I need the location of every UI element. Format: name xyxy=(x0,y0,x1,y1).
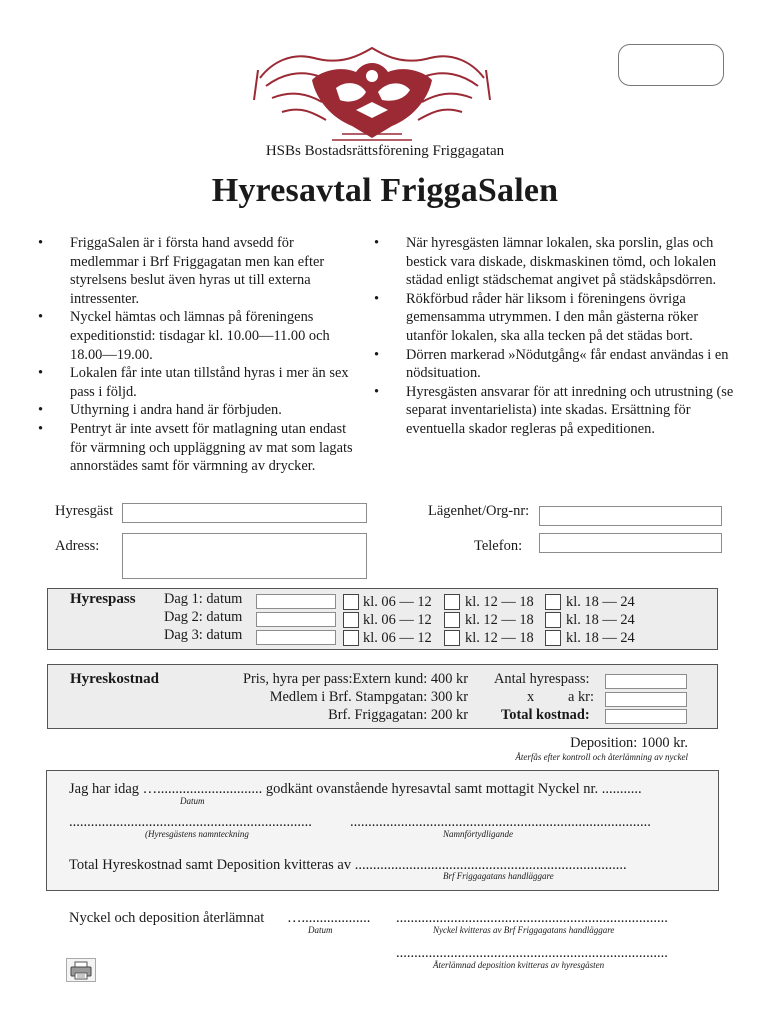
deposit-amount: Deposition: 1000 kr. xyxy=(570,735,688,751)
rule-item: • Dörren markerad »Nödutgång« får endast användas i en nödsituation. xyxy=(374,346,729,382)
bullet-icon: • xyxy=(38,309,44,326)
rules-list-right xyxy=(374,234,734,439)
rule-item: • Lokalen får inte utan tillstånd hyras i mer än sex pass i följd. xyxy=(38,365,349,400)
day-3-slot-12-18-checkbox[interactable] xyxy=(444,630,460,646)
agreement-receipt-line[interactable]: Jag har idag …............................. godkänt ovanstående hyresavtal samt mottagit Nyckel nr. ........... xyxy=(69,781,642,797)
rule-item: • Hyresgästen ansvarar för att inredning och utrustning (se separat inventarielista) inte skadas. Ersättning för eventuella skador regleras på expeditionen. xyxy=(374,383,734,437)
day-1-date-field[interactable] xyxy=(256,594,336,609)
day-2-slot-06-12-label: kl. 06 — 12 xyxy=(363,612,432,628)
bullet-icon: • xyxy=(374,290,380,307)
deposit-note: Återfås efter kontroll och återlämning av nyckel xyxy=(515,752,688,762)
day-1-slot-12-18-label: kl. 12 — 18 xyxy=(465,594,534,610)
rule-item: • Nyckel hämtas och lämnas på föreningens expeditionstid: tisdagar kl. 10.00—11.00 och 18.00—19.00. xyxy=(38,309,330,363)
total-receipt-caption: Brf Friggagatans handläggare xyxy=(443,871,554,881)
name-clarification-caption: Namnförtydligande xyxy=(443,829,513,839)
rule-item: • FriggaSalen är i första hand avsedd för medlemmar i Brf Friggagatan men kan efter styrelsens beslut även hyras ut till externa intressenter. xyxy=(38,235,325,307)
total-receipt-line[interactable]: Total Hyreskostnad samt Deposition kvitteras av ........................................................................... xyxy=(69,857,627,873)
total-cost-field[interactable] xyxy=(605,709,687,724)
reference-number-field[interactable] xyxy=(618,44,724,86)
day-2-slot-18-24-label: kl. 18 — 24 xyxy=(566,612,635,628)
phone-field[interactable] xyxy=(539,533,722,553)
day-3-slot-18-24-label: kl. 18 — 24 xyxy=(566,630,635,646)
multiply-label: x xyxy=(527,689,535,705)
key-receipt-caption: Nyckel kvitteras av Brf Friggagatans handläggare xyxy=(433,925,615,935)
apartment-org-field[interactable] xyxy=(539,506,722,526)
day-1-label: Dag 1: datum xyxy=(164,591,243,607)
return-date-line[interactable]: …................... xyxy=(287,910,371,926)
day-3-label: Dag 3: datum xyxy=(164,627,243,643)
address-field[interactable] xyxy=(122,533,367,579)
bullet-icon: • xyxy=(38,365,44,382)
bullet-icon: • xyxy=(38,402,44,419)
day-1-slot-12-18-checkbox[interactable] xyxy=(444,594,460,610)
day-3-slot-06-12-checkbox[interactable] xyxy=(343,630,359,646)
tenant-name-field[interactable] xyxy=(122,503,367,523)
day-3-date-field[interactable] xyxy=(256,630,336,645)
day-1-slot-18-24-label: kl. 18 — 24 xyxy=(566,594,635,610)
price-per-session-label: a kr: xyxy=(568,689,594,705)
bullet-icon: • xyxy=(374,346,380,363)
day-3-slot-18-24-checkbox[interactable] xyxy=(545,630,561,646)
tenant-signature-caption: (Hyresgästens namnteckning xyxy=(145,829,249,839)
price-friggagatan: Brf. Friggagatan: 200 kr xyxy=(328,707,468,723)
key-receipt-line[interactable]: ........................................................................... xyxy=(396,910,668,926)
day-3-slot-12-18-label: kl. 12 — 18 xyxy=(465,630,534,646)
day-2-slot-12-18-label: kl. 12 — 18 xyxy=(465,612,534,628)
day-2-slot-06-12-checkbox[interactable] xyxy=(343,612,359,628)
deposit-return-line[interactable]: ........................................................................... xyxy=(396,945,668,961)
organization-name: HSBs Bostadsrättsförening Friggagatan xyxy=(265,143,505,159)
day-1-slot-18-24-checkbox[interactable] xyxy=(545,594,561,610)
day-3-slot-06-12-label: kl. 06 — 12 xyxy=(363,630,432,646)
day-2-slot-18-24-checkbox[interactable] xyxy=(545,612,561,628)
printer-icon[interactable] xyxy=(66,958,96,982)
session-count-label: Antal hyrespass: xyxy=(494,671,590,687)
deposit-return-caption: Återlämnad deposition kvitteras av hyresgästen xyxy=(433,960,605,970)
day-2-slot-12-18-checkbox[interactable] xyxy=(444,612,460,628)
return-label: Nyckel och deposition återlämnat xyxy=(69,910,265,926)
rental-sessions-title: Hyrespass xyxy=(70,591,136,607)
bullet-icon: • xyxy=(374,235,380,251)
bullet-icon: • xyxy=(38,235,44,251)
day-1-slot-06-12-label: kl. 06 — 12 xyxy=(363,594,432,610)
apartment-org-label: Lägenhet/Org-nr: xyxy=(428,503,530,519)
tenant-name-label: Hyresgäst xyxy=(55,503,113,519)
bullet-icon: • xyxy=(374,383,380,400)
session-count-field[interactable] xyxy=(605,674,687,689)
day-2-date-field[interactable] xyxy=(256,612,336,627)
return-date-caption: Datum xyxy=(308,925,333,935)
bullet-icon: • xyxy=(38,420,44,437)
day-1-slot-06-12-checkbox[interactable] xyxy=(343,594,359,610)
total-cost-label: Total kostnad: xyxy=(501,707,590,723)
day-2-label: Dag 2: datum xyxy=(164,609,243,625)
price-extern: Pris, hyra per pass:Extern kund: 400 kr xyxy=(242,671,468,687)
rental-cost-title: Hyreskostnad xyxy=(70,671,159,687)
agreement-date-caption: Datum xyxy=(180,796,205,806)
phone-label: Telefon: xyxy=(474,538,523,554)
rule-item: • När hyresgästen lämnar lokalen, ska porslin, glas och bestick vara diskade, diskmaskinen tömd, och lokalen städad enligt städschemat angivet på städskåpsdörren. xyxy=(374,235,717,289)
rule-item: • Rökförbud råder här liksom i föreningens övriga gemensamma utrymmen. I den mån gästerna röker utanför lokalen, ska alla tecken på det städas bort. xyxy=(374,290,699,344)
rule-item: • Pentryt är inte avsett för matlagning utan endast för värmning och uppläggning av mat som lagats annorstädes samt för värmning av drycker. xyxy=(38,420,353,475)
name-clarification-line[interactable]: ................................................................................... xyxy=(350,814,651,830)
page-title: Hyresavtal FriggaSalen xyxy=(211,172,559,209)
price-per-session-field[interactable] xyxy=(605,692,687,707)
tenant-signature-line[interactable]: ................................................................... xyxy=(69,814,312,830)
association-crest-logo xyxy=(252,40,492,142)
rule-item: • Uthyrning i andra hand är förbjuden. xyxy=(38,402,282,419)
price-stampgatan: Medlem i Brf. Stampgatan: 300 kr xyxy=(269,689,468,705)
rules-list-left xyxy=(38,234,358,476)
address-label: Adress: xyxy=(55,538,100,554)
